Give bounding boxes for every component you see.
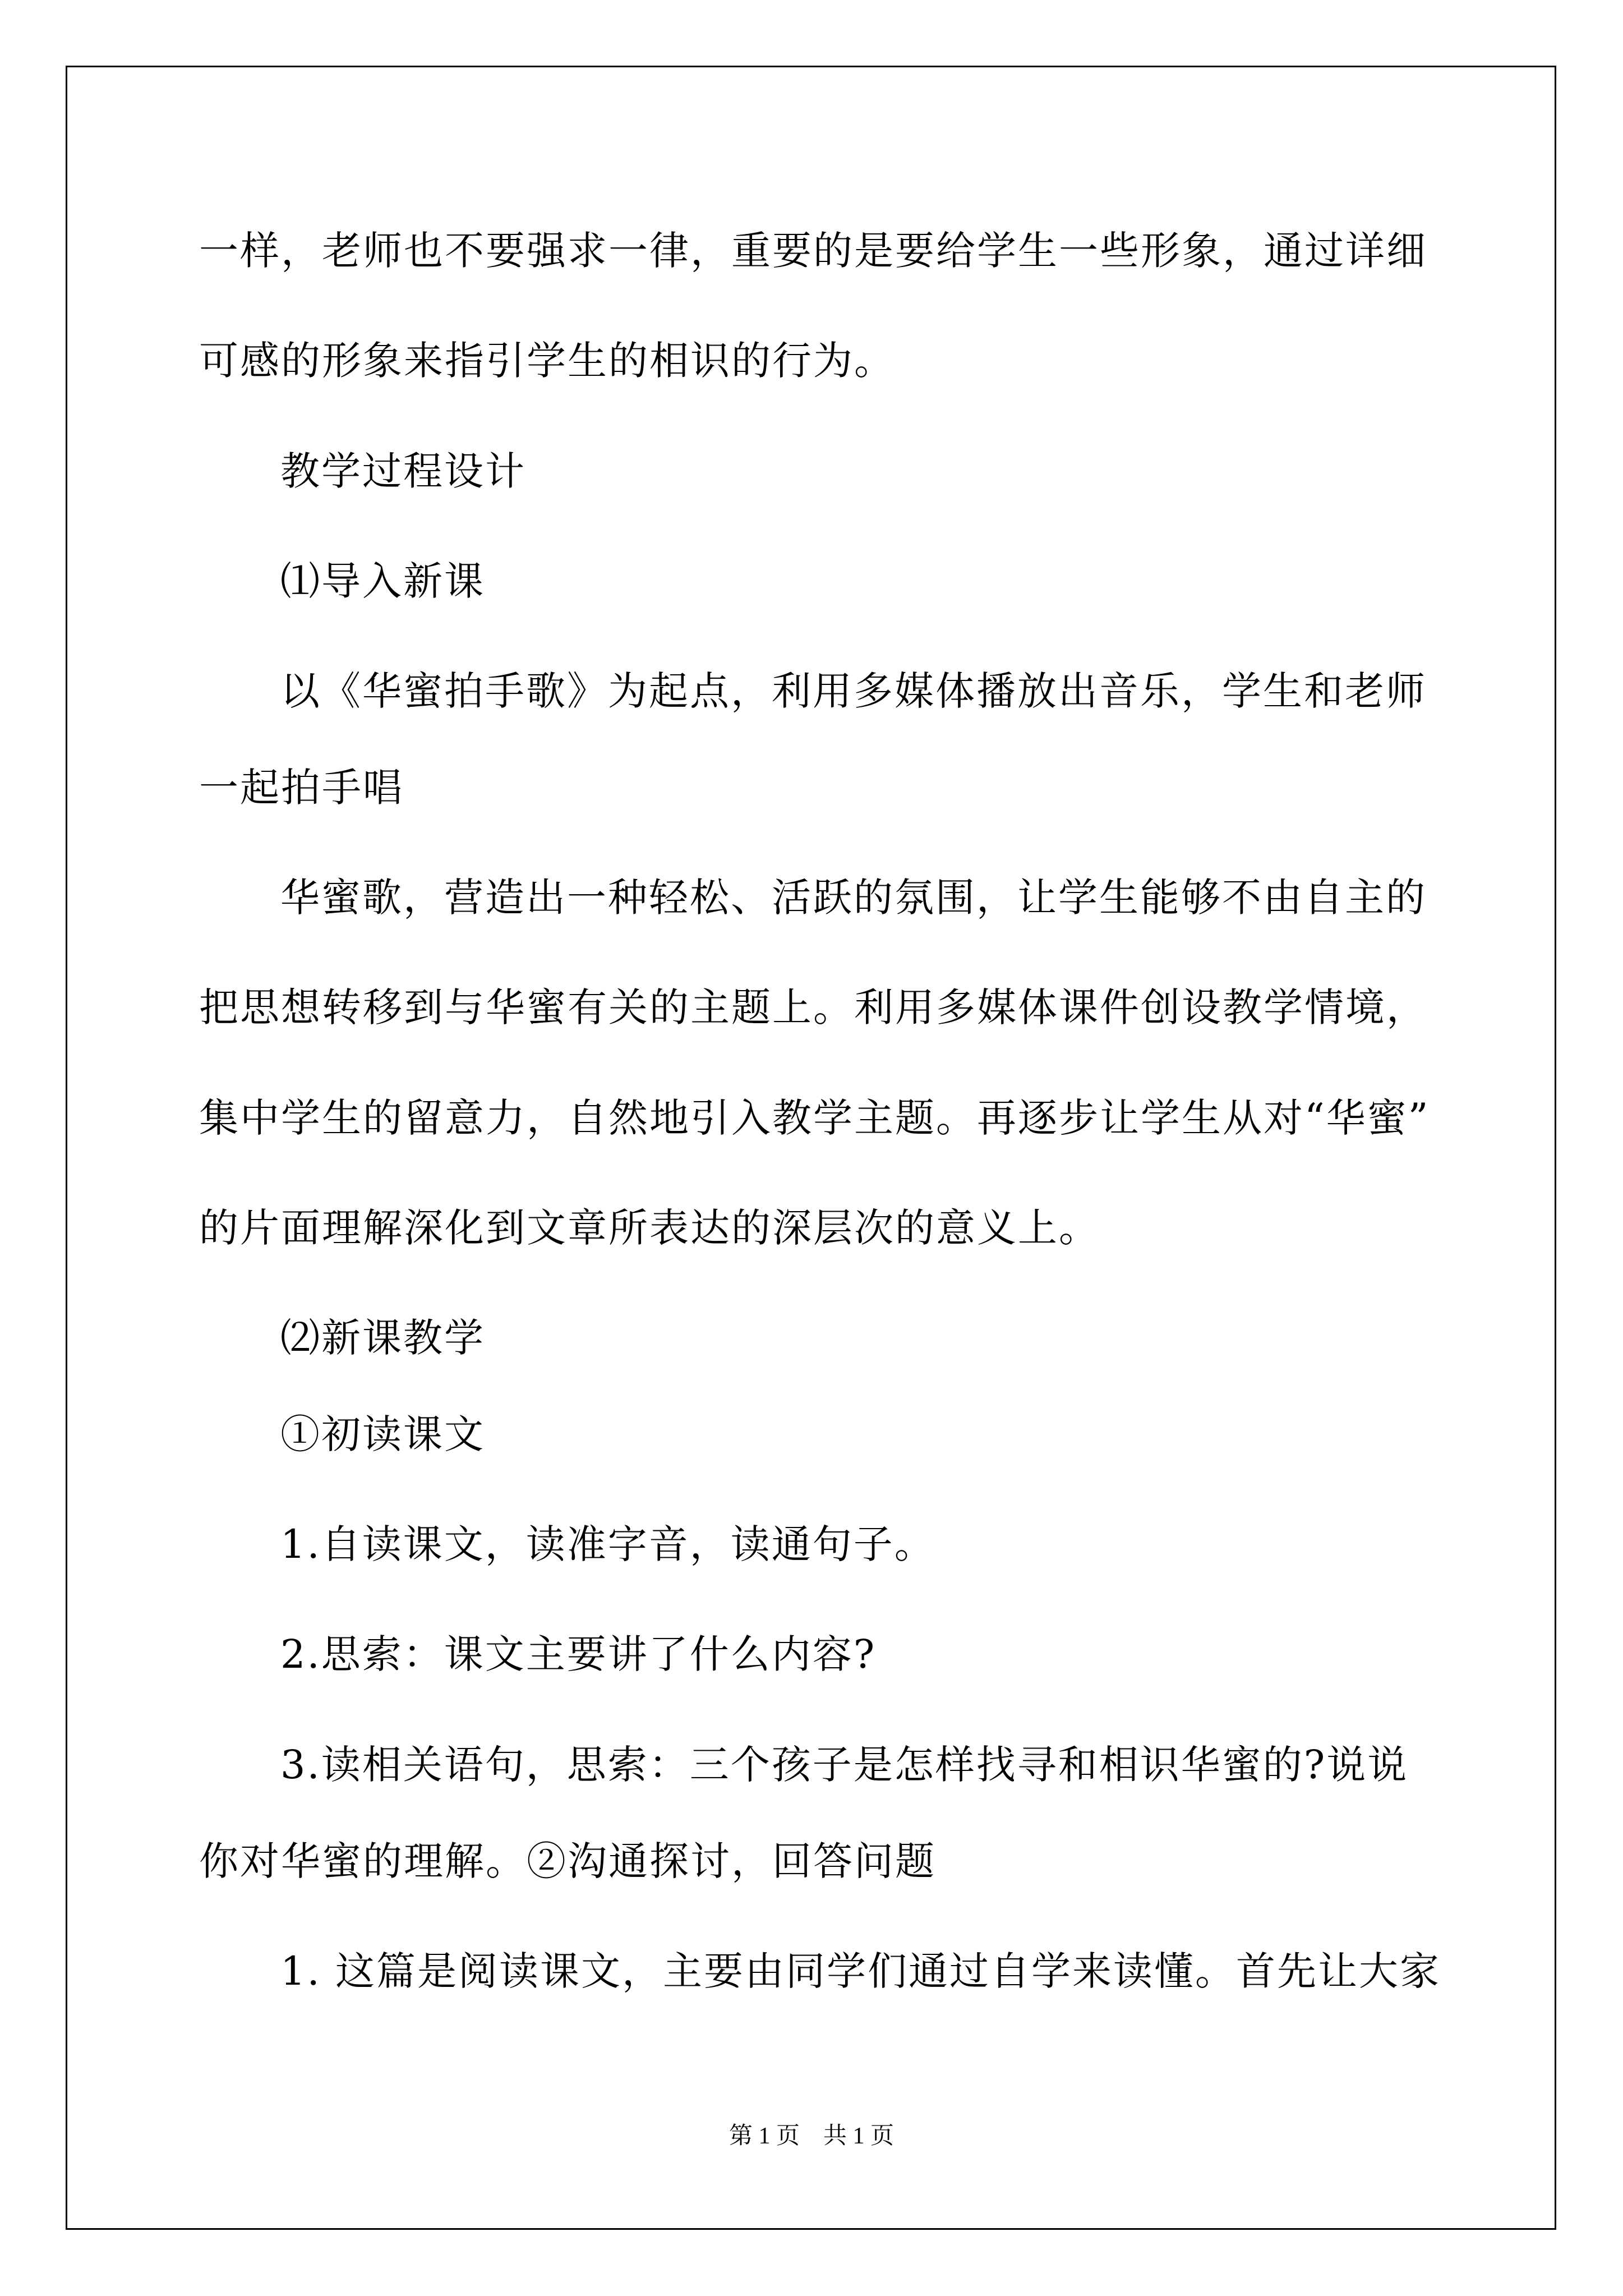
list-item: 3.读相关语句，思索：三个孩子是怎样找寻和相识华蜜的?说说 <box>280 1742 1409 1788</box>
text-line: 你对华蜜的理解。②沟通探讨，回答问题 <box>199 1838 936 1884</box>
text-line: 一样，老师也不要强求一律，重要的是要给学生一些形象，通过详细 <box>199 228 1427 274</box>
subsection-heading: ①初读课文 <box>280 1411 485 1457</box>
text-line: 的片面理解深化到文章所表达的深层次的意义上。 <box>199 1205 1100 1251</box>
subsection-heading: ⑴导入新课 <box>280 558 485 604</box>
subsection-heading: ⑵新课教学 <box>280 1315 485 1361</box>
text-line: 以《华蜜拍手歌》为起点，利用多媒体播放出音乐，学生和老师 <box>280 668 1427 714</box>
page-number: 第 1 页 共 1 页 <box>728 2123 894 2149</box>
text-line: 可感的形象来指引学生的相识的行为。 <box>199 338 895 384</box>
text-line: 集中学生的留意力，自然地引入教学主题。再逐步让学生从对“华蜜” <box>199 1095 1430 1141</box>
text-line: 华蜜歌，营造出一种轻松、活跃的氛围，让学生能够不由自主的 <box>280 875 1427 921</box>
list-item: 1. 这篇是阅读课文，主要由同学们通过自学来读懂。首先让大家 <box>280 1948 1441 1994</box>
list-item: 2.思索：课文主要讲了什么内容? <box>280 1631 877 1677</box>
list-item: 1.自读课文，读准字音，读通句子。 <box>280 1521 935 1567</box>
text-line: 把思想转移到与华蜜有关的主题上。利用多媒体课件创设教学情境， <box>199 984 1427 1030</box>
section-heading: 教学过程设计 <box>280 448 526 494</box>
page-border <box>66 66 1556 2230</box>
text-line: 一起拍手唱 <box>199 765 404 811</box>
